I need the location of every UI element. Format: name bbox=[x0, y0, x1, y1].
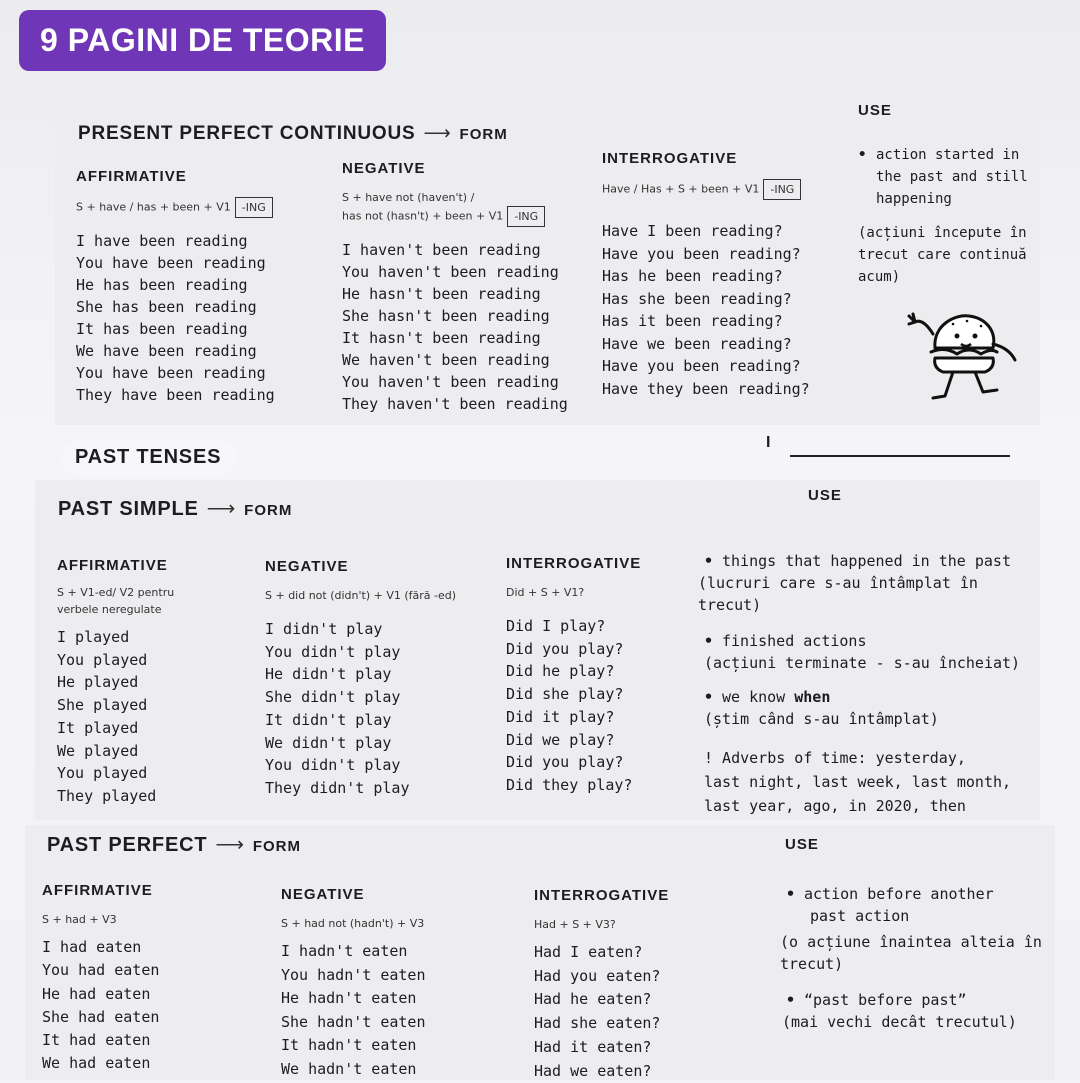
use-item bbox=[704, 550, 1034, 572]
ppc-title-text: PRESENT PERFECT CONTINUOUS bbox=[78, 123, 416, 144]
list-item: You had eaten bbox=[42, 961, 160, 980]
list-item: We haven't been reading bbox=[342, 351, 550, 369]
bullet-icon: • bbox=[704, 552, 714, 570]
use-text: we know bbox=[722, 688, 795, 706]
formula-text: has not (hasn't) + been + V1 bbox=[342, 209, 504, 223]
pp-use-heading: USE bbox=[785, 836, 819, 853]
bullet-icon: • bbox=[704, 632, 714, 650]
list-item: Has it been reading? bbox=[602, 312, 783, 330]
list-item: Did she play? bbox=[506, 685, 624, 704]
pp-interrogative-formula: Had + S + V3? bbox=[534, 918, 616, 931]
pp-negative-col bbox=[281, 886, 426, 1081]
list-item: Had I eaten? bbox=[534, 943, 643, 961]
pp-negative-formula: S + had not (hadn't) + V3 bbox=[281, 917, 425, 930]
past-perfect-title bbox=[47, 832, 301, 857]
formula-text: S + have / has + been + V1 bbox=[76, 200, 231, 214]
list-item: You have been reading bbox=[76, 254, 266, 272]
bullet-icon: • bbox=[704, 688, 714, 706]
ing-box: -ING bbox=[235, 197, 273, 218]
list-item: Did they play? bbox=[506, 775, 633, 794]
list-item: You played bbox=[57, 650, 148, 669]
past-simple-title-text: PAST SIMPLE bbox=[58, 498, 199, 520]
ps-use-col bbox=[698, 550, 1034, 818]
adverbs-line: ! Adverbs of time: yesterday, bbox=[704, 749, 966, 767]
list-item: You didn't play bbox=[265, 756, 401, 775]
title-badge: 9 PAGINI DE TEORIE bbox=[19, 10, 386, 71]
ing-box: -ING bbox=[763, 179, 801, 200]
list-item: We didn't play bbox=[265, 733, 392, 752]
use-text: things that happened in the past bbox=[722, 552, 1011, 570]
list-item: Have they been reading? bbox=[602, 379, 810, 398]
ps-affirmative-formula bbox=[57, 584, 174, 618]
bullet-icon: • bbox=[858, 147, 867, 163]
past-perfect-form-label: FORM bbox=[252, 838, 302, 855]
use-item bbox=[704, 630, 1034, 652]
use-item bbox=[786, 989, 1046, 1011]
use-text: finished actions bbox=[722, 632, 867, 650]
burger-mascot-icon bbox=[905, 300, 1030, 410]
list-item: It has been reading bbox=[76, 320, 248, 338]
list-item: He hasn't been reading bbox=[342, 285, 541, 303]
use-item bbox=[858, 144, 1028, 210]
past-perfect-title-text: PAST PERFECT bbox=[47, 834, 208, 856]
list-item: He has been reading bbox=[76, 276, 248, 294]
list-item: You haven't been reading bbox=[342, 373, 559, 391]
list-item: Did it play? bbox=[506, 707, 615, 726]
ps-interrogative-col bbox=[506, 555, 641, 797]
list-item: We played bbox=[57, 741, 139, 760]
list-item: Did I play? bbox=[506, 617, 606, 635]
ppc-use-col bbox=[858, 144, 1028, 288]
ps-affirmative-col bbox=[57, 557, 174, 808]
list-item: You haven't been reading bbox=[342, 263, 559, 281]
ppc-interrogative-heading: INTERROGATIVE bbox=[602, 150, 738, 167]
list-item: It didn't play bbox=[265, 710, 392, 729]
pp-affirmative-col bbox=[42, 882, 159, 1076]
list-item: You didn't play bbox=[265, 642, 401, 661]
fill-in-prefix: I bbox=[766, 434, 772, 451]
list-item: Did you play? bbox=[506, 639, 624, 658]
use-translation: (știm când s-au întâmplat) bbox=[704, 710, 939, 728]
list-item: He hadn't eaten bbox=[281, 989, 417, 1007]
list-item: Have you been reading? bbox=[602, 244, 801, 263]
formula-text: verbele neregulate bbox=[57, 603, 162, 616]
list-item: I didn't play bbox=[265, 620, 383, 638]
list-item: They played bbox=[57, 786, 157, 805]
use-item bbox=[786, 883, 1046, 905]
list-item: I haven't been reading bbox=[342, 241, 541, 259]
list-item: Had it eaten? bbox=[534, 1037, 652, 1056]
list-item: She had eaten bbox=[42, 1007, 160, 1026]
arrow-right-icon: ⟶ bbox=[423, 123, 452, 144]
list-item: She has been reading bbox=[76, 298, 257, 316]
list-item: They didn't play bbox=[265, 778, 410, 797]
arrow-right-icon: ⟶ bbox=[206, 498, 237, 520]
list-item: Have I been reading? bbox=[602, 222, 783, 240]
list-item: Had she eaten? bbox=[534, 1014, 661, 1033]
list-item: She hadn't eaten bbox=[281, 1012, 426, 1031]
ppc-affirmative-formula bbox=[76, 197, 275, 218]
pp-interrogative-col bbox=[534, 887, 669, 1083]
use-text: action started in the past and still happening bbox=[876, 147, 1028, 207]
list-item: Have we been reading? bbox=[602, 334, 792, 353]
past-simple-title bbox=[58, 496, 292, 521]
list-item: It hasn't been reading bbox=[342, 329, 541, 347]
list-item: We had eaten bbox=[42, 1054, 151, 1073]
ps-negative-col bbox=[265, 558, 456, 800]
adverbs-line: last year, ago, in 2020, then bbox=[704, 797, 966, 815]
use-text: action before another bbox=[804, 885, 994, 903]
bullet-icon: • bbox=[786, 885, 796, 903]
list-item: Has he been reading? bbox=[602, 267, 783, 285]
ps-negative-heading: NEGATIVE bbox=[265, 558, 349, 575]
use-translation: trecut) bbox=[780, 955, 844, 973]
list-item: Did he play? bbox=[506, 662, 615, 681]
fill-in-blank[interactable] bbox=[790, 455, 1010, 457]
use-item bbox=[704, 686, 1034, 708]
ppc-affirmative-col bbox=[76, 168, 275, 406]
use-translation: (mai vechi decât trecutul) bbox=[782, 1013, 1017, 1031]
ps-affirmative-heading: AFFIRMATIVE bbox=[57, 557, 168, 574]
list-item: Had you eaten? bbox=[534, 966, 661, 985]
list-item: Has she been reading? bbox=[602, 289, 792, 308]
formula-text: S + have not (haven't) / bbox=[342, 191, 475, 204]
ps-negative-formula: S + did not (didn't) + V1 (fără -ed) bbox=[265, 589, 457, 602]
formula-text: S + V1-ed/ V2 pentru bbox=[57, 586, 175, 599]
ppc-interrogative-formula bbox=[602, 179, 810, 200]
ps-interrogative-heading: INTERROGATIVE bbox=[506, 555, 642, 572]
list-item: She hasn't been reading bbox=[342, 307, 550, 325]
ppc-interrogative-col bbox=[602, 150, 810, 400]
list-item: Did you play? bbox=[506, 753, 624, 772]
list-item: Had he eaten? bbox=[534, 990, 652, 1009]
list-item: You hadn't eaten bbox=[281, 965, 426, 984]
ppc-negative-col bbox=[342, 160, 568, 415]
list-item: Had we eaten? bbox=[534, 1061, 652, 1080]
ppc-affirmative-heading: AFFIRMATIVE bbox=[76, 168, 187, 185]
list-item: She played bbox=[57, 696, 148, 715]
use-text-bold: when bbox=[794, 688, 831, 706]
list-item: He didn't play bbox=[265, 665, 392, 684]
use-item-cont: past action bbox=[810, 907, 910, 925]
list-item: We have been reading bbox=[76, 342, 257, 360]
list-item: I hadn't eaten bbox=[281, 942, 408, 960]
ppc-use-heading: USE bbox=[858, 102, 892, 119]
adverbs-line: last night, last week, last month, bbox=[704, 773, 1012, 791]
pp-affirmative-formula: S + had + V3 bbox=[42, 913, 117, 926]
use-translation: (lucruri care s-au întâmplat în trecut) bbox=[698, 574, 978, 614]
list-item: It played bbox=[57, 718, 139, 737]
use-text: “past before past” bbox=[804, 991, 967, 1009]
ppc-title bbox=[78, 122, 508, 145]
use-translation: (o acțiune înaintea alteia în bbox=[780, 933, 1042, 951]
ppc-negative-heading: NEGATIVE bbox=[342, 160, 426, 177]
list-item: Did we play? bbox=[506, 730, 615, 749]
past-simple-form-label: FORM bbox=[244, 502, 293, 519]
list-item: You have been reading bbox=[76, 364, 266, 382]
arrow-right-icon: ⟶ bbox=[215, 834, 245, 856]
pp-interrogative-heading: INTERROGATIVE bbox=[534, 887, 670, 904]
ing-box: -ING bbox=[507, 206, 545, 227]
list-item: It hadn't eaten bbox=[281, 1036, 417, 1054]
ppc-negative-formula bbox=[342, 189, 568, 227]
list-item: Have you been reading? bbox=[602, 357, 801, 375]
formula-text: Have / Has + S + been + V1 bbox=[602, 182, 760, 196]
list-item: It had eaten bbox=[42, 1031, 151, 1050]
use-translation: (acțiuni începute în trecut care continuă acum) bbox=[858, 225, 1027, 285]
pp-use-col bbox=[780, 883, 1046, 1033]
bullet-icon: • bbox=[786, 991, 796, 1009]
ps-interrogative-formula: Did + S + V1? bbox=[506, 586, 585, 599]
list-item: I played bbox=[57, 628, 130, 646]
list-item: I had eaten bbox=[42, 938, 142, 956]
list-item: We hadn't eaten bbox=[281, 1059, 417, 1078]
past-tenses-label: PAST TENSES bbox=[75, 446, 222, 468]
list-item: They haven't been reading bbox=[342, 395, 568, 413]
pp-affirmative-heading: AFFIRMATIVE bbox=[42, 882, 153, 899]
list-item: I have been reading bbox=[76, 232, 248, 250]
list-item: She didn't play bbox=[265, 688, 401, 707]
list-item: You played bbox=[57, 764, 148, 783]
list-item: He played bbox=[57, 673, 139, 692]
use-translation: (acțiuni terminate - s-au încheiat) bbox=[704, 654, 1021, 672]
pp-negative-heading: NEGATIVE bbox=[281, 886, 365, 903]
ps-use-heading: USE bbox=[808, 487, 842, 504]
list-item: He had eaten bbox=[42, 984, 151, 1003]
list-item: They have been reading bbox=[76, 386, 275, 404]
ppc-form-label: FORM bbox=[459, 126, 508, 143]
